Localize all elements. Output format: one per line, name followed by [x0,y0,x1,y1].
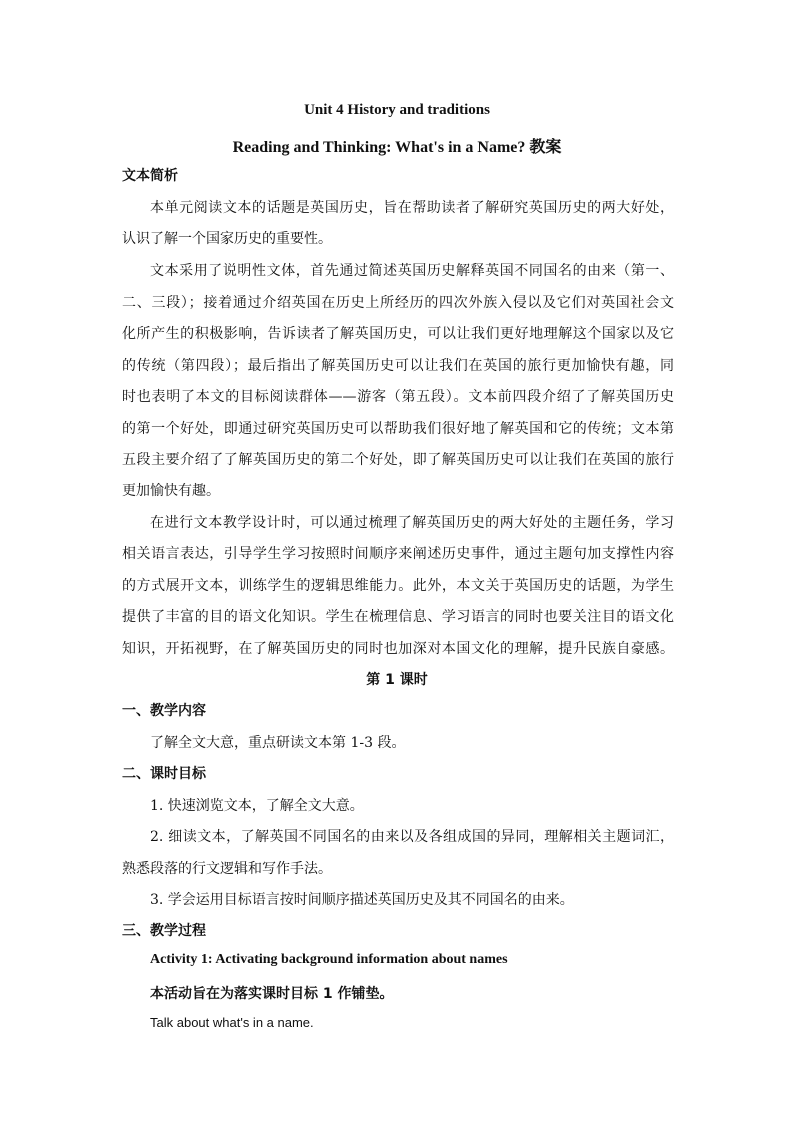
activity-1-title: Activity 1: Activating background information about names [150,952,508,967]
paragraph-line: 相关语言表达，引导学生学习按照时间顺序来阐述历史事件，通过主题句加支撑性内容 [122,546,674,562]
teaching-content-text: 了解全文大意，重点研读文本第 1-3 段。 [150,735,406,751]
objective-item-3: 3. 学会运用目标语言按时间顺序描述英国历史及其不同国名的由来。 [150,892,574,908]
lesson-heading: 第 1 课时 [366,672,428,688]
document-subtitle: Reading and Thinking: What's in a Name? 教案 [232,139,562,156]
section-heading-teaching-process: 三、教学过程 [122,923,206,939]
objective-item-2: 2. 细读文本，了解英国不同国名的由来以及各组成国的异同，理解相关主题词汇， [150,829,674,845]
paragraph-line: 二、三段）；接着通过介绍英国在历史上所经历的四次外族入侵以及它们对英国社会文 [122,295,674,311]
paragraph-line: 的传统（第四段）；最后指出了解英国历史可以让我们在英国的旅行更加愉快有趣，同 [122,358,674,374]
paragraph-line: 时也表明了本文的目标阅读群体——游客（第五段）。文本前四段介绍了了解英国历史 [122,389,674,405]
paragraph-line: 文本采用了说明性文体，首先通过简述英国历史解释英国不同国名的由来（第一、 [150,263,674,279]
paragraph-line: 本单元阅读文本的话题是英国历史，旨在帮助读者了解研究英国历史的两大好处， [150,200,674,216]
paragraph-line: 化所产生的积极影响，告诉读者了解英国历史，可以让我们更好地理解这个国家以及它 [122,326,674,342]
section-heading-lesson-objectives: 二、课时目标 [122,766,206,782]
paragraph-line: 提供了丰富的目的语文化知识。学生在梳理信息、学习语言的同时也要关注目的语文化 [122,609,674,625]
paragraph-line: 五段主要介绍了了解英国历史的第二个好处，即了解英国历史可以让我们在英国的旅行 [122,452,674,468]
document-title: Unit 4 History and traditions [304,102,490,118]
paragraph-line: 知识，开拓视野，在了解英国历史的同时也加深对本国文化的理解，提升民族自豪感。 [122,641,674,657]
paragraph-line: 认识了解一个国家历史的重要性。 [122,231,332,247]
section-heading-teaching-content: 一、教学内容 [122,703,206,719]
objective-item-1: 1. 快速浏览文本，了解全文大意。 [150,798,364,814]
activity-1-task: Talk about what's in a name. [150,1015,314,1030]
paragraph-line: 在进行文本教学设计时，可以通过梳理了解英国历史的两大好处的主题任务，学习 [150,515,674,531]
objective-item-2-continued: 熟悉段落的行文逻辑和写作手法。 [122,861,332,877]
activity-1-purpose: 本活动旨在为落实课时目标 1 作铺垫。 [150,986,394,1002]
paragraph-line: 的方式展开文本，训练学生的逻辑思维能力。此外，本文关于英国历史的话题，为学生 [122,578,674,594]
paragraph-line: 更加愉快有趣。 [122,483,220,499]
paragraph-line: 的第一个好处，即通过研究英国历史可以帮助我们很好地了解英国和它的传统；文本第 [122,421,674,437]
section-heading-text-analysis: 文本简析 [122,168,178,184]
